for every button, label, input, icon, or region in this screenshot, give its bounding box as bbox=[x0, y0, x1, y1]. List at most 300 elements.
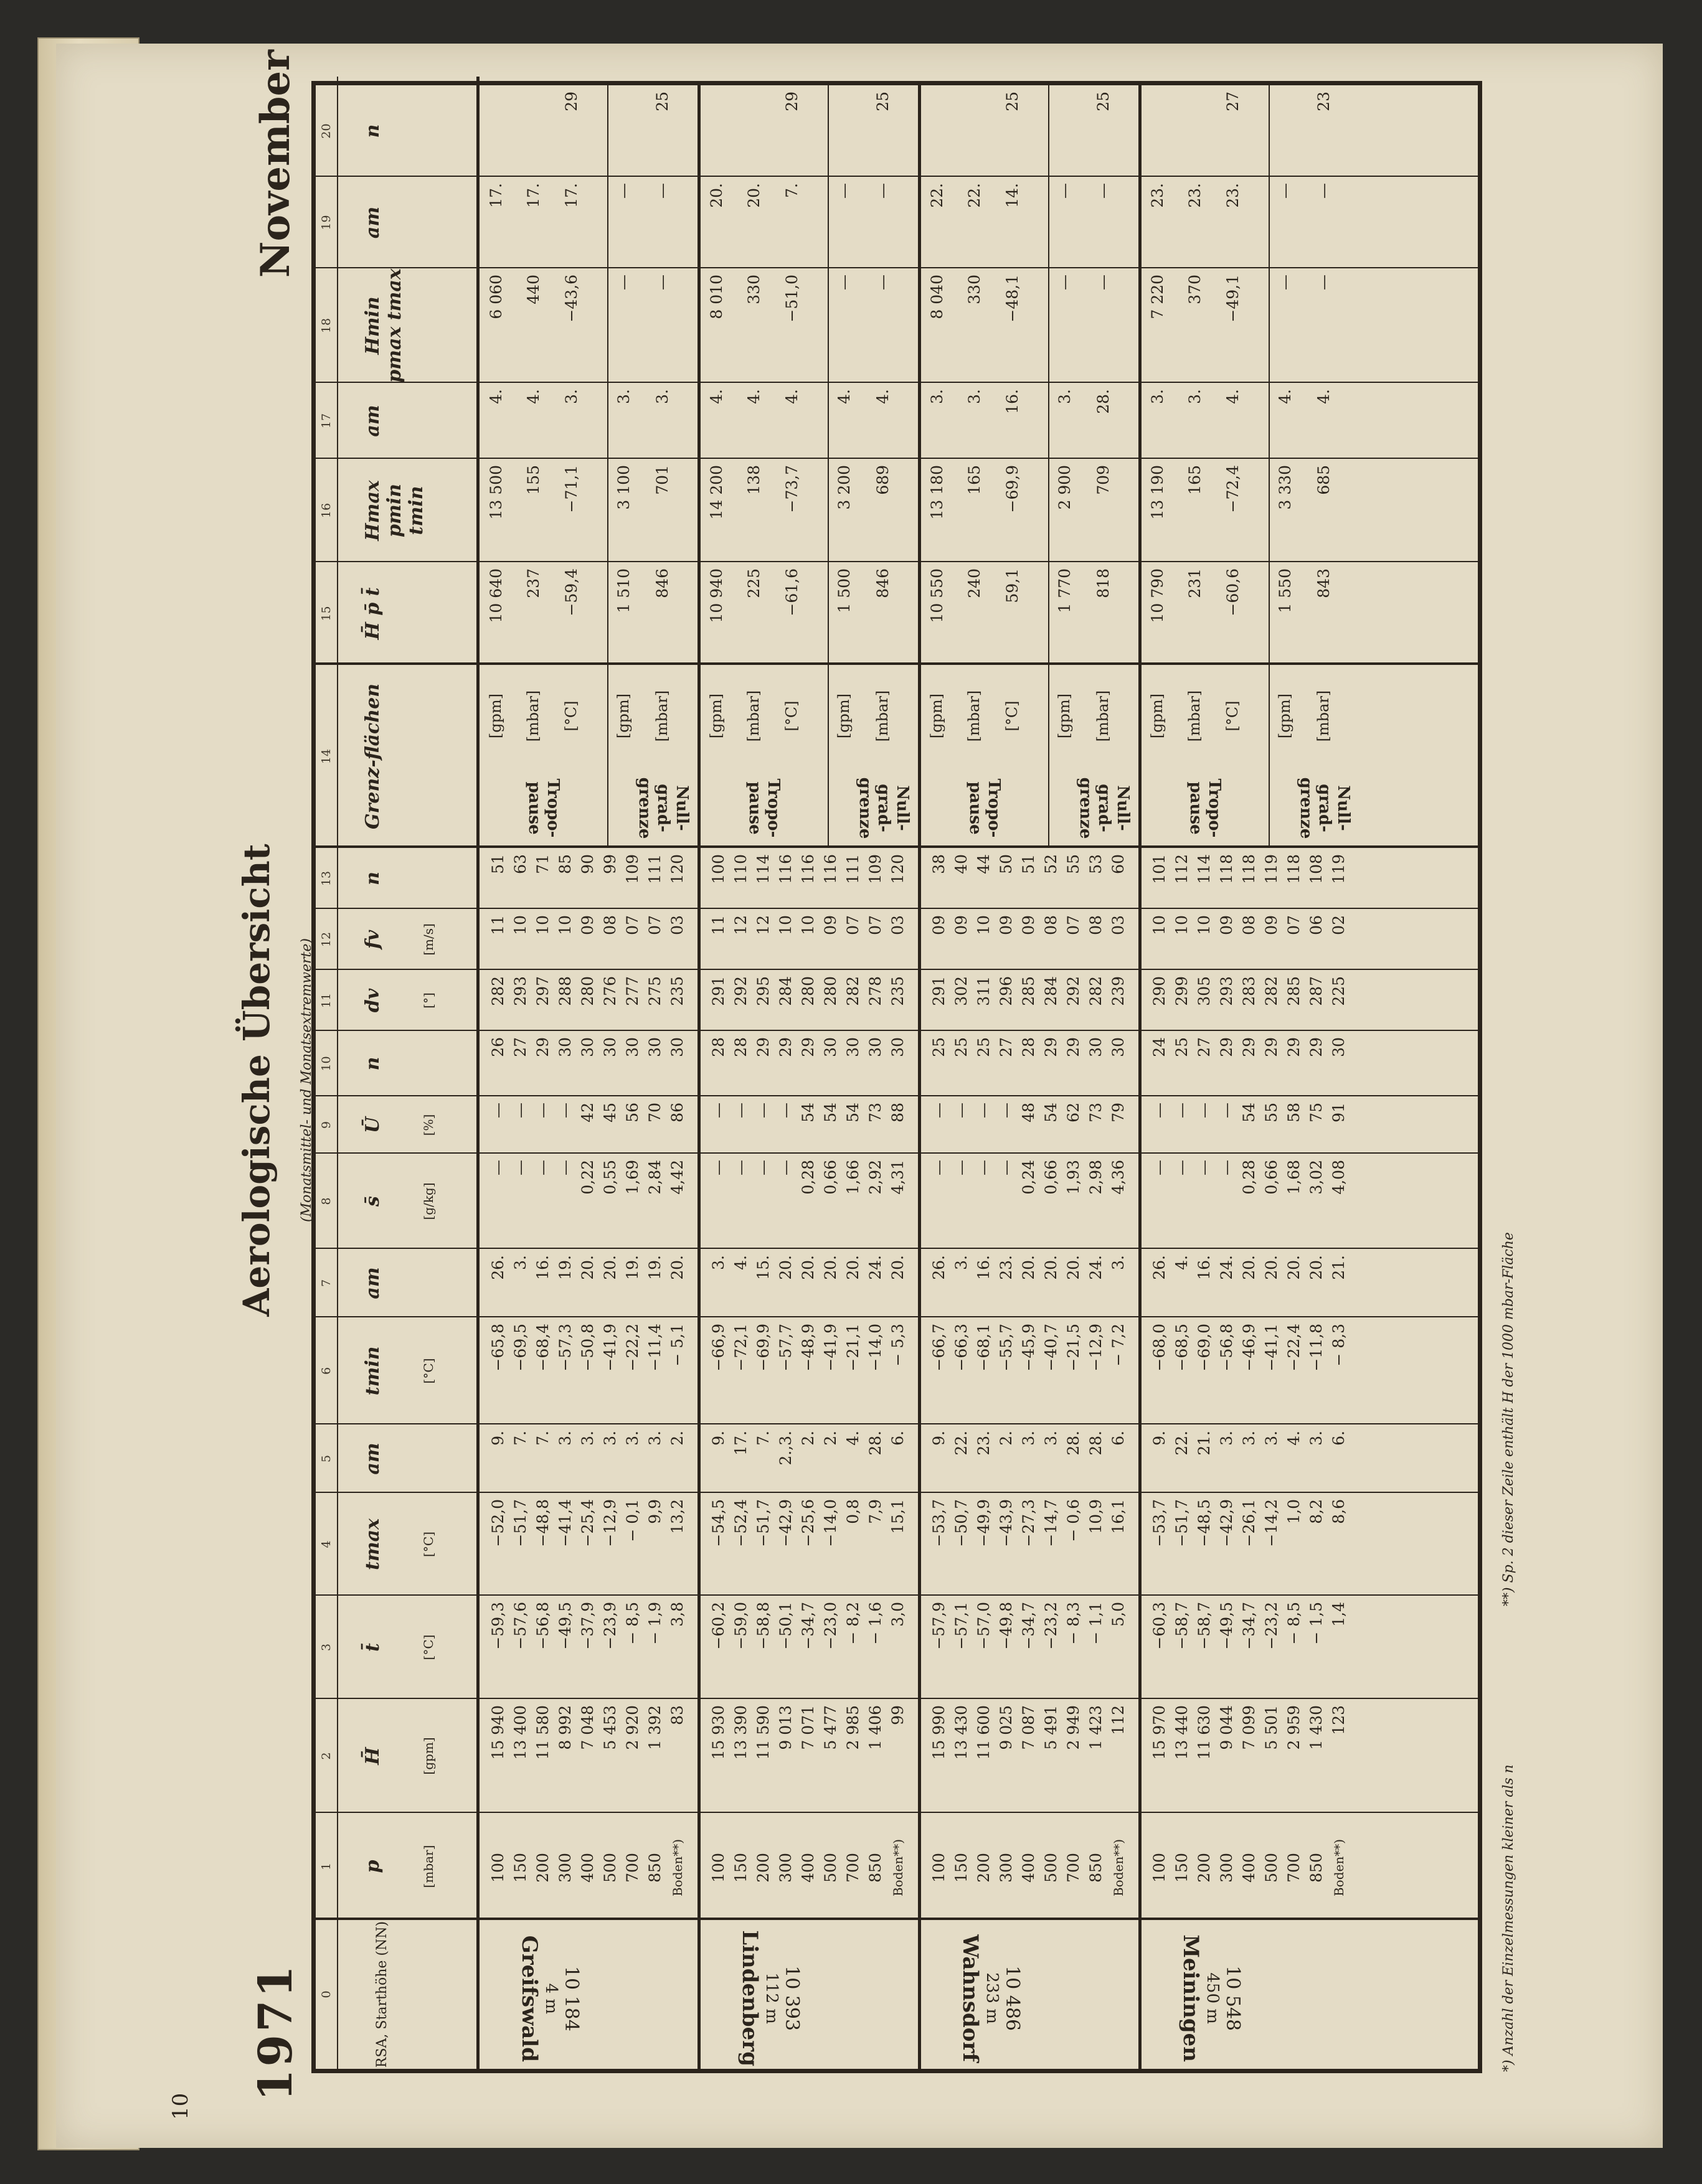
table-cell: 6. bbox=[1109, 1431, 1127, 1446]
header-s bbox=[362, 1154, 436, 1249]
table-cell: −11,4 bbox=[646, 1324, 664, 1372]
tropo-unit: [gpm] bbox=[707, 693, 725, 739]
null-c19: — bbox=[1315, 183, 1333, 199]
table-cell: 16. bbox=[534, 1255, 552, 1280]
table-cell: 16. bbox=[1195, 1255, 1213, 1280]
table-cell: −23,2 bbox=[1262, 1602, 1280, 1650]
header-tmax bbox=[362, 1493, 436, 1596]
table-cell: 3,02 bbox=[1307, 1160, 1325, 1195]
table-cell: 299 bbox=[1173, 976, 1191, 1006]
table-cell: 15 970 bbox=[1150, 1705, 1168, 1760]
table-cell: 235 bbox=[889, 976, 907, 1006]
column-number: 10 bbox=[319, 1056, 333, 1071]
table-cell: 20. bbox=[844, 1255, 862, 1280]
column-rule bbox=[316, 1030, 1478, 1031]
null-c16: 3 200 bbox=[835, 465, 853, 510]
tropo-c16: −69,9 bbox=[1003, 465, 1021, 513]
pressure-level: 400 bbox=[1240, 1853, 1258, 1883]
table-cell: 7. bbox=[534, 1431, 552, 1446]
tropo-c17: 4. bbox=[707, 389, 726, 404]
table-cell: −27,3 bbox=[1019, 1499, 1038, 1547]
table-cell: — bbox=[489, 1103, 507, 1118]
tropo-unit: [gpm] bbox=[487, 693, 504, 739]
table-cell: 50 bbox=[997, 854, 1015, 874]
table-cell: 7 099 bbox=[1240, 1705, 1258, 1750]
tropo-unit: [°C] bbox=[562, 700, 580, 732]
table-cell: 08 bbox=[1240, 915, 1258, 935]
header-n-2 bbox=[362, 848, 384, 909]
table-cell: 10 bbox=[975, 915, 993, 935]
table-cell: 288 bbox=[556, 976, 574, 1006]
tropo-c16: 165 bbox=[965, 465, 984, 495]
table-cell: −14,7 bbox=[1042, 1499, 1060, 1547]
table-cell: 1,93 bbox=[1064, 1160, 1082, 1195]
table-cell: 26. bbox=[489, 1255, 507, 1280]
table-cell: 51 bbox=[489, 854, 507, 874]
station-height: 450 m bbox=[1203, 1972, 1222, 2025]
table-cell: 09 bbox=[821, 915, 839, 935]
table-cell: 20. bbox=[668, 1255, 686, 1280]
pressure-level: 200 bbox=[534, 1853, 552, 1883]
header-p-label: p bbox=[362, 1860, 384, 1873]
table-cell: −12,9 bbox=[601, 1499, 619, 1547]
table-cell: 283 bbox=[1240, 976, 1258, 1006]
table-cell: 277 bbox=[623, 976, 641, 1006]
null-unit: [mbar] bbox=[874, 690, 892, 742]
table-cell: −23,0 bbox=[821, 1602, 839, 1650]
table-cell: 110 bbox=[732, 854, 750, 884]
table-cell: −41,9 bbox=[821, 1324, 839, 1372]
table-cell: — bbox=[975, 1160, 993, 1175]
table-cell: — bbox=[534, 1160, 552, 1175]
tropo-c17: 3. bbox=[562, 389, 580, 404]
table-cell: −50,8 bbox=[579, 1324, 597, 1372]
column-rule bbox=[316, 1152, 1478, 1154]
tropo-c18: −51,0 bbox=[782, 275, 801, 322]
header-p bbox=[362, 1813, 436, 1920]
null-c15: 1 770 bbox=[1056, 568, 1074, 613]
header-U-unit: [%] bbox=[421, 1114, 436, 1136]
tropo-c16: 155 bbox=[524, 465, 543, 495]
table-cell: 0,28 bbox=[799, 1160, 817, 1195]
header-am-label: am bbox=[362, 1443, 384, 1475]
null-unit: [mbar] bbox=[1094, 690, 1112, 742]
table-cell: 11 630 bbox=[1195, 1705, 1213, 1760]
table-cell: 09 bbox=[930, 915, 948, 935]
header-p-unit: [mbar] bbox=[421, 1845, 436, 1888]
tropo-c19: 23. bbox=[1186, 183, 1204, 208]
tropo-c19: 22. bbox=[965, 183, 984, 208]
table-cell: 10 bbox=[556, 915, 574, 935]
table-cell: − 1,5 bbox=[1307, 1602, 1325, 1645]
table-cell: 3,0 bbox=[889, 1602, 907, 1627]
table-cell: −51,7 bbox=[511, 1499, 529, 1547]
table-cell: 114 bbox=[1195, 854, 1213, 884]
table-cell: 119 bbox=[1330, 854, 1348, 884]
table-cell: 0,66 bbox=[1042, 1160, 1060, 1195]
table-cell: 55 bbox=[1262, 1103, 1280, 1123]
table-cell: 287 bbox=[1307, 976, 1325, 1006]
table-cell: −59,3 bbox=[489, 1602, 507, 1650]
table-cell: −57,1 bbox=[952, 1602, 970, 1650]
table-cell: 73 bbox=[1087, 1103, 1105, 1123]
null-label-text: Null-grad-grenze bbox=[635, 777, 691, 839]
table-cell: 111 bbox=[646, 854, 664, 884]
header-am bbox=[362, 1424, 384, 1493]
sub-separator bbox=[607, 85, 608, 848]
null-c16: 689 bbox=[874, 465, 892, 495]
table-cell: 280 bbox=[821, 976, 839, 1006]
table-cell: 284 bbox=[777, 976, 795, 1006]
table-cell: 02 bbox=[1330, 915, 1348, 935]
header-grenzflaechen-label: Grenz-flächen bbox=[362, 683, 384, 830]
pressure-level: 300 bbox=[997, 1853, 1015, 1883]
table-cell: −68,4 bbox=[534, 1324, 552, 1372]
null-c17: 4. bbox=[874, 389, 892, 404]
tropo-c17: 3. bbox=[1148, 389, 1166, 404]
table-cell: −45,9 bbox=[1019, 1324, 1038, 1372]
table-cell: −14,0 bbox=[866, 1324, 884, 1372]
table-cell: 118 bbox=[1240, 854, 1258, 884]
pressure-level: 500 bbox=[1262, 1853, 1280, 1883]
table-cell: 48 bbox=[1019, 1103, 1038, 1123]
table-cell: −68,1 bbox=[975, 1324, 993, 1372]
table-cell: −69,0 bbox=[1195, 1324, 1213, 1372]
tropo-unit: [°C] bbox=[782, 700, 800, 732]
null-c15: 818 bbox=[1094, 568, 1113, 598]
header-H-unit: [gpm] bbox=[421, 1737, 436, 1775]
table-cell: −60,3 bbox=[1150, 1602, 1168, 1650]
pressure-level: 700 bbox=[623, 1853, 641, 1883]
column-number: 17 bbox=[319, 413, 333, 429]
header-tmax-label: tmax bbox=[362, 1518, 384, 1570]
table-cell: −40,7 bbox=[1042, 1324, 1060, 1372]
table-cell: 2,84 bbox=[646, 1160, 664, 1195]
table-cell: 3. bbox=[709, 1255, 727, 1270]
tropo-c17: 3. bbox=[965, 389, 984, 404]
tropo-unit: [mbar] bbox=[524, 690, 542, 742]
table-cell: 9 025 bbox=[997, 1705, 1015, 1750]
tropo-c18: 330 bbox=[745, 275, 764, 304]
table-cell: 101 bbox=[1150, 854, 1168, 884]
tropo-c18: 330 bbox=[965, 275, 984, 304]
table-cell: 25 bbox=[952, 1037, 970, 1057]
table-cell: 291 bbox=[930, 976, 948, 1006]
table-cell: 30 bbox=[889, 1037, 907, 1057]
header-U-label: Ū bbox=[362, 1116, 384, 1134]
table-cell: 290 bbox=[1150, 976, 1168, 1006]
table-cell: 15 990 bbox=[930, 1705, 948, 1760]
table-cell: 29 bbox=[1285, 1037, 1303, 1057]
table-cell: 38 bbox=[930, 854, 948, 874]
table-cell: 25 bbox=[1173, 1037, 1191, 1057]
table-cell: 30 bbox=[821, 1037, 839, 1057]
tropo-c15: 237 bbox=[524, 568, 543, 598]
table-cell: — bbox=[709, 1103, 727, 1118]
header-fv-unit: [m/s] bbox=[421, 923, 436, 956]
table-cell: 2 985 bbox=[844, 1705, 862, 1750]
column-rule bbox=[316, 662, 1478, 665]
station-label bbox=[1178, 1931, 1244, 2066]
null-c19: — bbox=[1094, 183, 1113, 199]
table-cell: 4,08 bbox=[1330, 1160, 1348, 1195]
tropo-c19: 7. bbox=[782, 183, 801, 198]
table-cell: − 8,5 bbox=[623, 1602, 641, 1645]
station-label-text bbox=[958, 1935, 1023, 2063]
table-cell: 07 bbox=[844, 915, 862, 935]
table-cell: — bbox=[930, 1103, 948, 1118]
station-height: 112 m bbox=[762, 1972, 781, 2024]
table-cell: −22,2 bbox=[623, 1324, 641, 1372]
pressure-level: 100 bbox=[1150, 1853, 1168, 1883]
tropo-c17: 3. bbox=[928, 389, 946, 404]
column-number: 9 bbox=[319, 1121, 333, 1129]
table-cell: 20. bbox=[1064, 1255, 1082, 1280]
table-cell: 278 bbox=[866, 976, 884, 1006]
header-dv-label: dv bbox=[362, 988, 384, 1013]
null-c16: 2 900 bbox=[1056, 465, 1074, 510]
table-cell: −65,8 bbox=[489, 1324, 507, 1372]
table-cell: −41,4 bbox=[556, 1499, 574, 1547]
table-cell: 284 bbox=[1042, 976, 1060, 1006]
table-cell: −25,6 bbox=[799, 1499, 817, 1547]
header-s-label: s̄ bbox=[362, 1196, 384, 1207]
table-cell: −14,0 bbox=[821, 1499, 839, 1547]
tropo-c19: 23. bbox=[1223, 183, 1242, 208]
table-cell: 9,9 bbox=[646, 1499, 664, 1524]
null-unit: [mbar] bbox=[653, 690, 671, 742]
station-id: 10 486 bbox=[1001, 1965, 1023, 2031]
table-cell: 30 bbox=[579, 1037, 597, 1057]
tropo-c17: 4. bbox=[487, 389, 505, 404]
table-cell: 20. bbox=[1307, 1255, 1325, 1280]
page-number: 10 bbox=[168, 2092, 193, 2120]
table-cell: 109 bbox=[623, 854, 641, 884]
tropo-c17: 4. bbox=[1223, 389, 1242, 404]
column-number: 5 bbox=[319, 1454, 333, 1463]
table-cell: 44 bbox=[975, 854, 993, 874]
tropo-c16: −71,1 bbox=[562, 465, 580, 513]
column-number: 8 bbox=[319, 1197, 333, 1205]
header-H-label: H̄ bbox=[362, 1747, 384, 1765]
table-cell: 12 bbox=[732, 915, 750, 935]
table-cell: 10,9 bbox=[1087, 1499, 1105, 1534]
table-cell: 20. bbox=[889, 1255, 907, 1280]
table-cell: 27 bbox=[511, 1037, 529, 1057]
header-c16-label: Hmax pmin tmin bbox=[362, 480, 427, 541]
table-cell: −60,2 bbox=[709, 1602, 727, 1650]
table-cell: 3. bbox=[1240, 1431, 1258, 1446]
table-cell: − 5,1 bbox=[668, 1324, 686, 1367]
table-cell: — bbox=[1150, 1160, 1168, 1175]
table-cell: − 8,3 bbox=[1064, 1602, 1082, 1645]
table-cell: 10 bbox=[1150, 915, 1168, 935]
column-number: 11 bbox=[319, 992, 333, 1009]
table-cell: 8 992 bbox=[556, 1705, 574, 1750]
table-cell: 285 bbox=[1285, 976, 1303, 1006]
table-cell: 0,8 bbox=[844, 1499, 862, 1524]
table-cell: 30 bbox=[1087, 1037, 1105, 1057]
column-number: 7 bbox=[319, 1279, 333, 1287]
data-table bbox=[311, 81, 1482, 2073]
table-cell: −11,8 bbox=[1307, 1324, 1325, 1372]
header-t bbox=[362, 1596, 436, 1699]
table-cell: 3. bbox=[1109, 1255, 1127, 1270]
table-cell: — bbox=[511, 1160, 529, 1175]
pressure-level: 200 bbox=[975, 1853, 993, 1883]
column-rule bbox=[316, 176, 1478, 177]
column-number: 0 bbox=[319, 1990, 333, 1998]
table-cell: 10 bbox=[799, 915, 817, 935]
table-cell: 19. bbox=[623, 1255, 641, 1280]
null-c16: 3 330 bbox=[1276, 465, 1294, 510]
null-c16: 709 bbox=[1094, 465, 1113, 495]
table-cell: −12,9 bbox=[1087, 1324, 1105, 1372]
station-id: 10 184 bbox=[560, 1965, 582, 2031]
null-label bbox=[635, 771, 691, 845]
table-cell: −49,5 bbox=[1217, 1602, 1236, 1650]
pressure-level: 150 bbox=[732, 1853, 750, 1883]
table-cell: 116 bbox=[821, 854, 839, 884]
header-c19 bbox=[362, 177, 384, 268]
pressure-level: Boden**) bbox=[1111, 1838, 1126, 1897]
table-cell: 112 bbox=[1173, 854, 1191, 884]
table-cell: 5 477 bbox=[821, 1705, 839, 1750]
header-U bbox=[362, 1096, 436, 1154]
table-cell: 4. bbox=[732, 1255, 750, 1270]
table-cell: 09 bbox=[1217, 915, 1236, 935]
tropo-unit: [mbar] bbox=[745, 690, 763, 742]
table-cell: −66,9 bbox=[709, 1324, 727, 1372]
table-cell: 1 392 bbox=[646, 1705, 664, 1750]
null-c16: 685 bbox=[1315, 465, 1333, 495]
null-c15: 1 510 bbox=[615, 568, 633, 613]
table-cell: 13 430 bbox=[952, 1705, 970, 1760]
table-cell: −26,1 bbox=[1240, 1499, 1258, 1547]
table-cell: 16. bbox=[975, 1255, 993, 1280]
table-cell: 1 406 bbox=[866, 1705, 884, 1750]
tropo-c19: 22. bbox=[928, 183, 946, 208]
table-cell: 15 930 bbox=[709, 1705, 727, 1760]
table-cell: −25,4 bbox=[579, 1499, 597, 1547]
column-rule bbox=[316, 969, 1478, 970]
tropo-c16: −73,7 bbox=[782, 465, 801, 513]
table-cell: 1,66 bbox=[844, 1160, 862, 1195]
table-cell: — bbox=[556, 1160, 574, 1175]
table-cell: 13 400 bbox=[511, 1705, 529, 1760]
tropo-label-text: Tropo-pause bbox=[1186, 778, 1224, 838]
header-n-2-label: n bbox=[362, 872, 384, 885]
table-cell: 20. bbox=[1019, 1255, 1038, 1280]
tropo-unit: [gpm] bbox=[928, 693, 945, 739]
table-cell: 09 bbox=[1019, 915, 1038, 935]
tropo-c18: 6 060 bbox=[487, 275, 505, 319]
table-cell: 52 bbox=[1042, 854, 1060, 874]
column-rule bbox=[316, 1918, 1478, 1920]
tropo-c19: 17. bbox=[524, 183, 543, 208]
table-cell: — bbox=[952, 1160, 970, 1175]
table-cell: 10 bbox=[511, 915, 529, 935]
tropo-n: 27 bbox=[1223, 92, 1242, 111]
column-rule bbox=[316, 908, 1478, 909]
table-cell: 07 bbox=[623, 915, 641, 935]
table-cell: 54 bbox=[844, 1103, 862, 1123]
table-cell: 25 bbox=[975, 1037, 993, 1057]
month: November bbox=[252, 50, 299, 278]
tropo-c15: 10 640 bbox=[487, 568, 505, 623]
table-cell: 2. bbox=[997, 1431, 1015, 1446]
header-fv-label: fv bbox=[362, 930, 384, 949]
sub-separator bbox=[828, 85, 829, 848]
table-cell: −41,1 bbox=[1262, 1324, 1280, 1372]
tropo-c17: 16. bbox=[1003, 389, 1021, 414]
table-cell: 53 bbox=[1087, 854, 1105, 874]
table-cell: 13 390 bbox=[732, 1705, 750, 1760]
table-cell: 7 048 bbox=[579, 1705, 597, 1750]
table-cell: 03 bbox=[889, 915, 907, 935]
table-cell: — bbox=[1195, 1160, 1213, 1175]
table-cell: −51,7 bbox=[754, 1499, 772, 1547]
table-cell: −14,2 bbox=[1262, 1499, 1280, 1547]
table-cell: 296 bbox=[997, 976, 1015, 1006]
table-cell: 79 bbox=[1109, 1103, 1127, 1123]
table-cell: 10 bbox=[1195, 915, 1213, 935]
table-cell: — bbox=[754, 1103, 772, 1118]
station-label-text bbox=[1178, 1935, 1244, 2063]
table-cell: 30 bbox=[866, 1037, 884, 1057]
table-cell: −56,8 bbox=[1217, 1324, 1236, 1372]
table-cell: 23. bbox=[997, 1255, 1015, 1280]
table-cell: 07 bbox=[646, 915, 664, 935]
header-am-2 bbox=[362, 1249, 384, 1317]
tropo-c15: 240 bbox=[965, 568, 984, 598]
table-cell: 3. bbox=[511, 1255, 529, 1270]
tropo-c15: −60,6 bbox=[1223, 568, 1242, 616]
column-number-row bbox=[316, 77, 338, 2069]
table-cell: −43,9 bbox=[997, 1499, 1015, 1547]
table-cell: −66,7 bbox=[930, 1324, 948, 1372]
table-cell: 3. bbox=[646, 1431, 664, 1446]
table-cell: — bbox=[952, 1103, 970, 1118]
table-cell: 7,9 bbox=[866, 1499, 884, 1524]
table-cell: — bbox=[732, 1160, 750, 1175]
table-cell: 120 bbox=[668, 854, 686, 884]
table-cell: 1,69 bbox=[623, 1160, 641, 1195]
tropo-c18: −49,1 bbox=[1223, 275, 1242, 322]
null-c17: 3. bbox=[615, 389, 633, 404]
table-cell: 09 bbox=[997, 915, 1015, 935]
table-cell: 90 bbox=[579, 854, 597, 874]
header-s-unit: [g/kg] bbox=[421, 1182, 436, 1220]
tropo-c18: −43,6 bbox=[562, 275, 580, 322]
tropo-c16: −72,4 bbox=[1223, 465, 1242, 513]
table-cell: 3. bbox=[1019, 1431, 1038, 1446]
table-cell: 20. bbox=[601, 1255, 619, 1280]
table-cell: 27 bbox=[1195, 1037, 1213, 1057]
table-cell: 51 bbox=[1019, 854, 1038, 874]
table-cell: −23,2 bbox=[1042, 1602, 1060, 1650]
column-rule bbox=[316, 458, 1478, 459]
table-cell: 24. bbox=[1217, 1255, 1236, 1280]
table-cell: 3. bbox=[579, 1431, 597, 1446]
table-cell: 70 bbox=[646, 1103, 664, 1123]
column-number: 20 bbox=[319, 123, 333, 139]
table-cell: − 8,3 bbox=[1330, 1324, 1348, 1367]
column-number: 18 bbox=[319, 318, 333, 334]
table-cell: 29 bbox=[1064, 1037, 1082, 1057]
table-cell: 20. bbox=[1262, 1255, 1280, 1280]
table-cell: — bbox=[1195, 1103, 1213, 1118]
